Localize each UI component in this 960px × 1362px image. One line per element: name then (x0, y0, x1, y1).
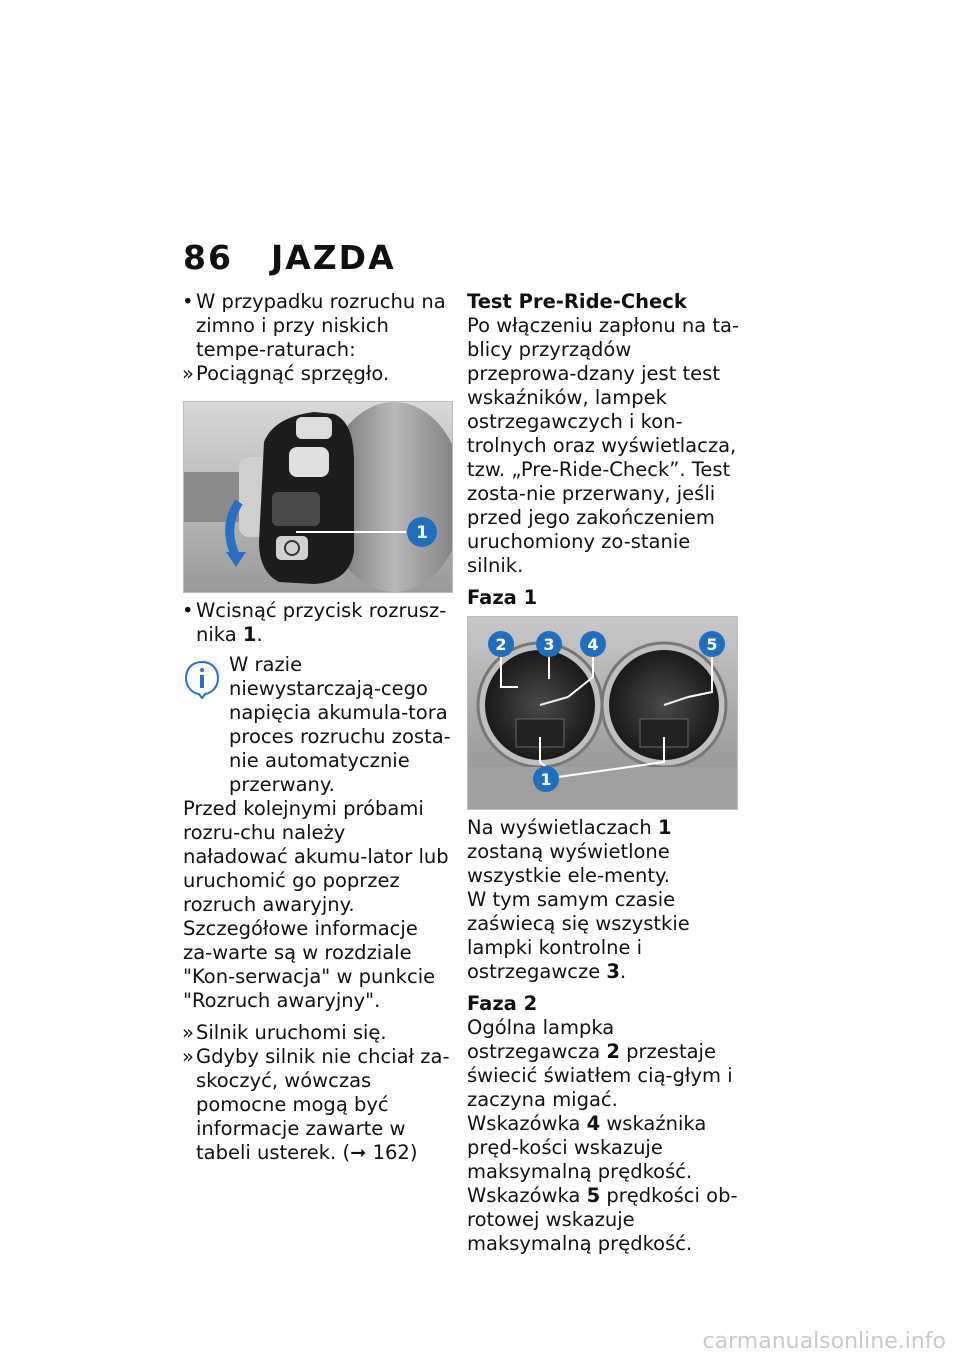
phase-2-text-a: Ogólna lampka ostrzegawcza 2 przestaje świecić światłem cią-głym i zaczyna migać. (467, 1016, 733, 1111)
phase-2-text-b: Wskazówka 4 wskaźnika pręd-kości wskazuje maksymalną prędkość. (467, 1112, 707, 1183)
right-column (467, 290, 742, 1256)
handlebar-switch-illustration (184, 402, 452, 592)
page-ref-arrow-icon: ➞ (350, 1141, 367, 1164)
callout-3: 3 (543, 635, 555, 654)
callout-1: 1 (416, 523, 428, 543)
watermark: carmanualsonline.info (702, 1329, 946, 1354)
info-note (183, 653, 453, 1013)
phase-1-title: Faza 1 (467, 586, 538, 609)
page-ref-link[interactable]: 162 (372, 1141, 410, 1164)
bullet-cold-start: • W przypadku rozruchu na zimno i przy niskich tempe-raturach: (183, 290, 453, 362)
section-heading: Test Pre-Ride-Check (467, 290, 687, 313)
bullet-press-starter: • Wcisnąć przycisk rozrusz-nika 1. (183, 599, 453, 647)
intro-paragraph: Po włączeniu zapłonu na ta-blicy przyrządów przeprowa-dzany jest test wskaźników, lampek ostrzegawczych i kon-trolnych oraz wyświetlacza, tzw. „Pre-Ride-Check”. Test zosta-nie przerwany, jeśli przed jego zakończeniem uruchomiony zo-stanie silnik. (467, 314, 740, 577)
step-troubleshoot: » Gdyby silnik nie chciał za-skoczyć, wówczas pomocne mogą być informacje zawarte w tabeli usterek. (➞ 162) (183, 1045, 453, 1165)
section-title: JAZDA (270, 238, 396, 277)
phase-2-text-c: Wskazówka 5 prędkości ob-rotowej wskazuje maksymalną prędkość. (467, 1184, 738, 1255)
callout-4: 4 (587, 635, 599, 654)
callout-1-display: 1 (540, 770, 552, 789)
instrument-cluster-figure (467, 616, 738, 810)
info-icon (183, 659, 221, 699)
step-pull-clutch: » Pociągnąć sprzęgło. (183, 362, 453, 386)
page-header (183, 238, 396, 277)
left-column (183, 290, 453, 1165)
phase-1-text-b: W tym samym czasie zaświecą się wszystkie lampki kontrolne i ostrzegawcze 3. (467, 888, 690, 983)
note-text-1: W razie niewystarczają-cego napięcia akumula-tora proces rozruchu zosta-nie automatycznie przerwany. (229, 653, 451, 796)
phase-1-text-a: Na wyświetlaczach 1 zostaną wyświetlone wszystkie ele-menty. (467, 816, 672, 887)
instrument-cluster-illustration (468, 617, 737, 809)
step-engine-starts: » Silnik uruchomi się. (183, 1021, 453, 1045)
handlebar-switch-figure (183, 401, 453, 593)
page-number: 86 (183, 238, 233, 277)
note-text-2: Przed kolejnymi próbami rozru-chu należy naładować akumu-lator lub uruchomić go poprzez rozruch awaryjny. (183, 797, 449, 916)
callout-2: 2 (495, 635, 507, 654)
callout-5: 5 (706, 635, 718, 654)
phase-2-title: Faza 2 (467, 992, 538, 1015)
note-text-3: Szczegółowe informacje za-warte są w rozdziale "Kon-serwacja" w punkcie "Rozruch awaryjny". (183, 917, 436, 1012)
